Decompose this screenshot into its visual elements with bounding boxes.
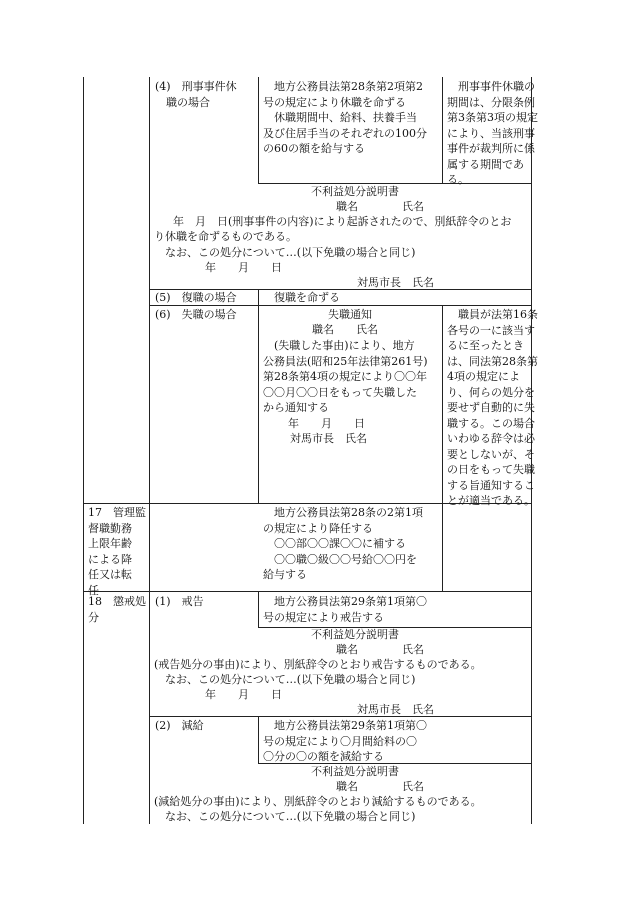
row4-action: 地方公務員法第28条第2項第2 号の規定により休職を命ずる 休職期間中、給料、扶養手当 及び住居手当のそれぞれの100分 の60の額を給与する (263, 80, 427, 155)
row18-1-notice-body2: なお、この処分について…(以下免職の場合と同じ) (154, 673, 416, 686)
row6-action-sign: 対馬市長 氏名 (290, 432, 367, 445)
row18-2-notice-body2: なお、この処分について…(以下免職の場合と同じ) (154, 810, 416, 823)
row18-1-notice-title: 不利益処分説明書 (311, 628, 399, 641)
row18-1-label: (1) 戒告 (155, 595, 204, 608)
column-divider-action (258, 591, 259, 627)
column-divider-remark (442, 77, 443, 183)
row4-notice-sign: 対馬市長 氏名 (357, 276, 434, 289)
column-divider-remark (442, 503, 443, 591)
row4-notice-body1: 年 月 日(刑事事件の内容)により起訴されたので、別紙辞令のとお (162, 215, 512, 228)
row4-notice-date: 年 月 日 (205, 261, 282, 274)
column-divider-action (258, 716, 259, 763)
table-border-left (83, 77, 84, 824)
row17-category: 17 管理監 督職勤務 上限年齢 による降 任又は転 任 (88, 506, 146, 597)
column-divider-action (258, 77, 259, 183)
row18-1-action: 地方公務員法第29条第1項第〇 号の規定により戒告する (263, 595, 427, 624)
row18-2-notice-name: 職名 氏名 (336, 780, 424, 793)
row-line (149, 716, 532, 717)
row18-2-action: 地方公務員法第29条第1項第〇 号の規定により〇月間給料の〇 〇分の〇の額を減給する (263, 719, 427, 763)
row6-label: (6) 失職の場合 (155, 308, 237, 321)
column-divider-remark (442, 305, 443, 503)
row18-2-notice-body1: (減給処分の事由)により、別紙辞令のとおり減給するものである。 (154, 795, 482, 808)
row6-action-name: 職名 氏名 (312, 323, 378, 336)
row4-notice-body3: なお、この処分について…(以下免職の場合と同じ) (154, 246, 416, 259)
row17-action: 地方公務員法第28条の2第1項 の規定により降任する 〇〇部〇〇課〇〇に補する 〇〇職〇級〇〇号給〇〇円を 給与する (263, 506, 423, 581)
row4-notice-title: 不利益処分説明書 (311, 185, 399, 198)
row5-action: 復職を命ずる (263, 291, 340, 304)
row18-2-label: (2) 減給 (155, 719, 204, 732)
row-line (83, 591, 532, 592)
row4-remark: 刑事事件休職の 期間は、分限条例 第3条第3項の規定 により、当該刑事 事件が裁判所に係 属する期間であ る。 (447, 80, 538, 186)
row5-label: (5) 復職の場合 (155, 291, 237, 304)
column-divider-action (258, 289, 259, 503)
row6-action-date: 年 月 日 (288, 417, 365, 430)
row18-1-notice-sign: 対馬市長 氏名 (357, 703, 434, 716)
column-divider-category (149, 77, 150, 824)
row4-label: (4) 刑事事件休 職の場合 (155, 80, 237, 109)
row4-notice-body2: り休職を命ずるものである。 (154, 230, 297, 243)
row6-action: (失職した事由)により、地方 公務員法(昭和25年法律第261号) 第28条第4項の規定により〇〇年 〇〇月〇〇日をもって失職した から通知する (263, 339, 428, 414)
row18-1-notice-date: 年 月 日 (205, 688, 282, 701)
row4-notice-name: 職名 氏名 (336, 200, 424, 213)
row6-remark: 職員が法第16条 各号の一に該当す るに至ったとき は、同法第28条第 4項の規定によ り、何らの処分を 要せず自動的に失 職する。この場合 いわゆる辞令は必 要としないが、そ の日をもって失職 する旨通知するこ とが適当である。 (447, 308, 538, 507)
row18-1-notice-body1: (戒告処分の事由)により、別紙辞令のとおり戒告するものである。 (154, 658, 482, 671)
row18-category: 18 懲戒処 分 (88, 595, 146, 624)
row6-action-title: 失職通知 (328, 308, 372, 321)
row18-1-notice-name: 職名 氏名 (336, 643, 424, 656)
row18-2-notice-title: 不利益処分説明書 (311, 765, 399, 778)
